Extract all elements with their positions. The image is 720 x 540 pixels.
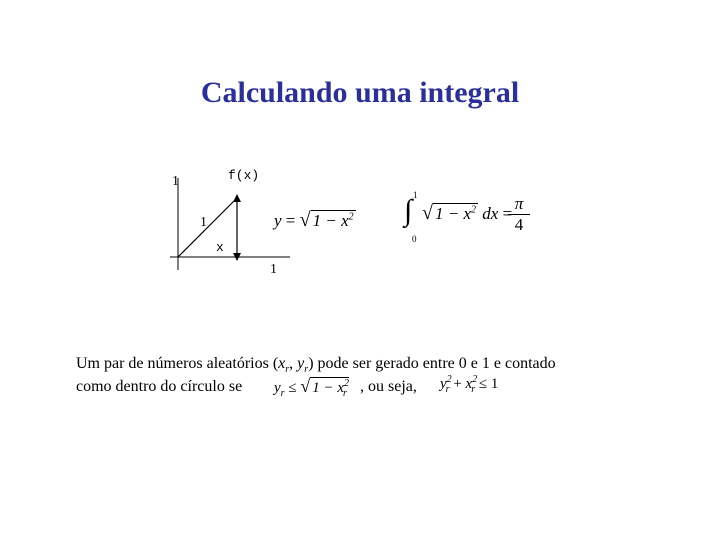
numerator: π: [508, 194, 530, 215]
lower-limit: 0: [412, 234, 417, 244]
x-label: x: [216, 240, 224, 255]
arrow-up-head: [233, 194, 241, 202]
integral-sign-icon: ∫: [404, 194, 413, 227]
fx-label: f(x): [228, 168, 260, 183]
integrand: √ $1 - x^2$ dx =: [422, 202, 513, 224]
y-tick-label: 1: [172, 174, 179, 189]
condition-squares: $y^2_r + x^2_r \le 1$: [440, 374, 499, 395]
upper-limit: 1: [413, 190, 418, 200]
quarter-circle-graph: [160, 160, 290, 270]
hypotenuse-label: 1: [200, 215, 207, 230]
paragraph-line-1: Um par de números aleatórios ($x_r$, $y_r$) pode ser gerado entre 0 e 1 e contado: [76, 355, 556, 376]
denominator: 4: [514, 215, 524, 234]
x-tick-label: 1: [270, 262, 277, 277]
pi-over-four: [508, 194, 530, 235]
condition-sqrt: $y_r$ ≤ √ $1 - x^2_r$: [274, 376, 349, 399]
circle-equation: y = √ $1 - x^2$: [274, 209, 354, 231]
hypotenuse-line: [178, 198, 237, 257]
paragraph-line-2b: , ou seja,: [360, 378, 417, 395]
page-title: Calculando uma integral: [200, 76, 520, 109]
paragraph-line-2a: como dentro do círculo se: [76, 378, 243, 395]
